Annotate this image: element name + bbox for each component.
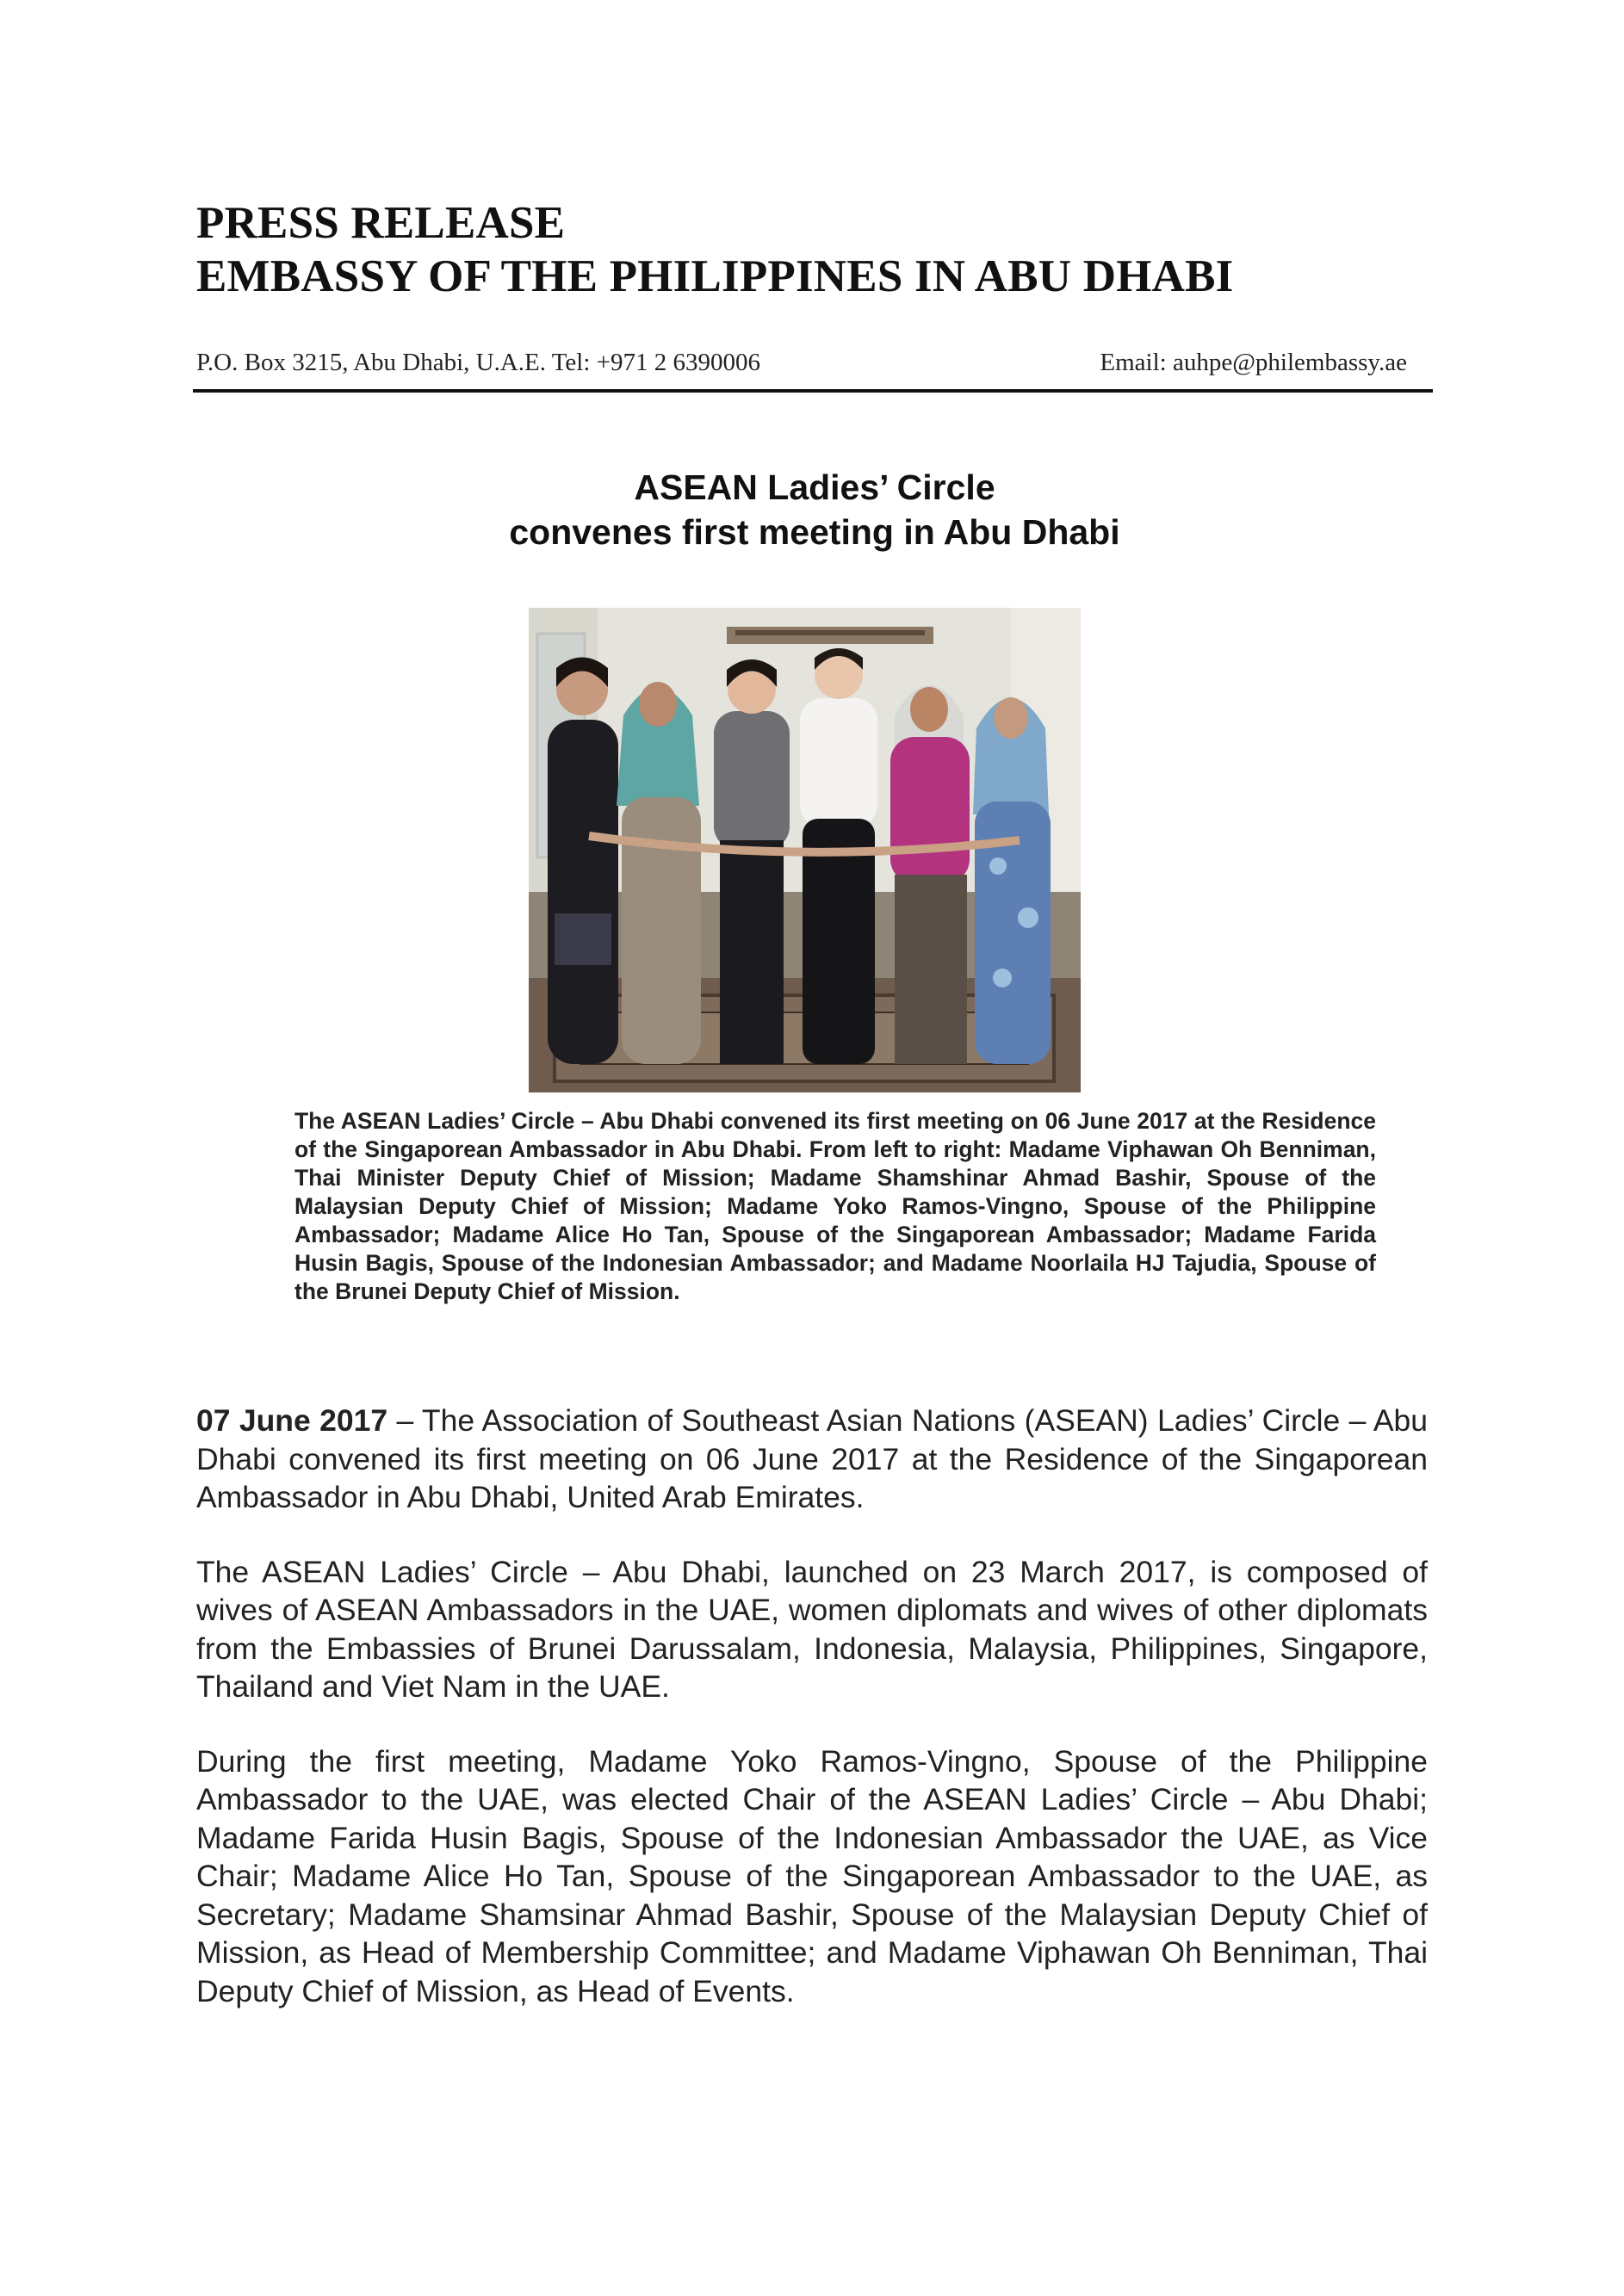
dateline: 07 June 2017	[196, 1403, 388, 1438]
article-body	[196, 1402, 1428, 2046]
letterhead	[196, 196, 1433, 303]
embassy-title: EMBASSY OF THE PHILIPPINES IN ABU DHABI	[196, 251, 1234, 301]
headline-line-2: convenes first meeting in Abu Dhabi	[509, 512, 1120, 552]
paragraph-3: During the first meeting, Madame Yoko Ramos-Vingno, Spouse of the Philippine Ambassador to the UAE, was elected Chair of the ASEAN Ladies’ Circle – Abu Dhabi; Madame Farida Husin Bagis, Spouse of the Indonesian Ambassador the UAE, as Vice Chair; Madame Alice Ho Tan, Spouse of the Singaporean Ambassador to the UAE, as Secretary; Madame Shamsinar Ahmad Bashir, Spouse of the Malaysian Deputy Chief of Mission, as Head of Membership Committee; and Madame Viphawan Oh Benniman, Thai Deputy Chief of Mission, as Head of Events.	[196, 1743, 1428, 2008]
address-line: P.O. Box 3215, Abu Dhabi, U.A.E. Tel: +971 2 6390006	[196, 349, 761, 376]
headline-line-1: ASEAN Ladies’ Circle	[634, 467, 995, 507]
paragraph-1	[196, 1402, 1428, 1517]
group-photo	[529, 608, 1081, 1092]
header-divider	[193, 389, 1433, 393]
email-line: Email: auhpe@philembassy.ae	[1100, 349, 1407, 376]
press-release-title: PRESS RELEASE	[196, 198, 566, 248]
article-headline	[196, 465, 1433, 554]
contact-info	[196, 349, 1433, 377]
photo-caption: The ASEAN Ladies’ Circle – Abu Dhabi convened its first meeting on 06 June 2017 at the Residence of the Singaporean Ambassador in Abu Dhabi. From left to right: Madame Viphawan Oh Benniman, Thai Minister Deputy Chief of Mission; Madame Shamshinar Ahmad Bashir, Spouse of the Malaysian Deputy Chief of Mission; Madame Yoko Ramos-Vingno, Spouse of the Philippine Ambassador; Madame Alice Ho Tan, Spouse of the Singaporean Ambassador; Madame Farida Husin Bagis, Spouse of the Indonesian Ambassador; and Madame Noorlaila HJ Tajudia, Spouse of the Brunei Deputy Chief of Mission.	[294, 1108, 1376, 1304]
paragraph-2: The ASEAN Ladies’ Circle – Abu Dhabi, launched on 23 March 2017, is composed of wives of ASEAN Ambassadors in the UAE, women diplomats and wives of other diplomats from the Embassies of Brunei Darussalam, Indonesia, Malaysia, Philippines, Singapore, Thailand and Viet Nam in the UAE.	[196, 1554, 1428, 1704]
paragraph-1-text: – The Association of Southeast Asian Nations (ASEAN) Ladies’ Circle – Abu Dhabi convened its first meeting on 06 June 2017 at the Residence of the Singaporean Ambassador in Abu Dhabi, United Arab Emirates.	[196, 1403, 1428, 1514]
